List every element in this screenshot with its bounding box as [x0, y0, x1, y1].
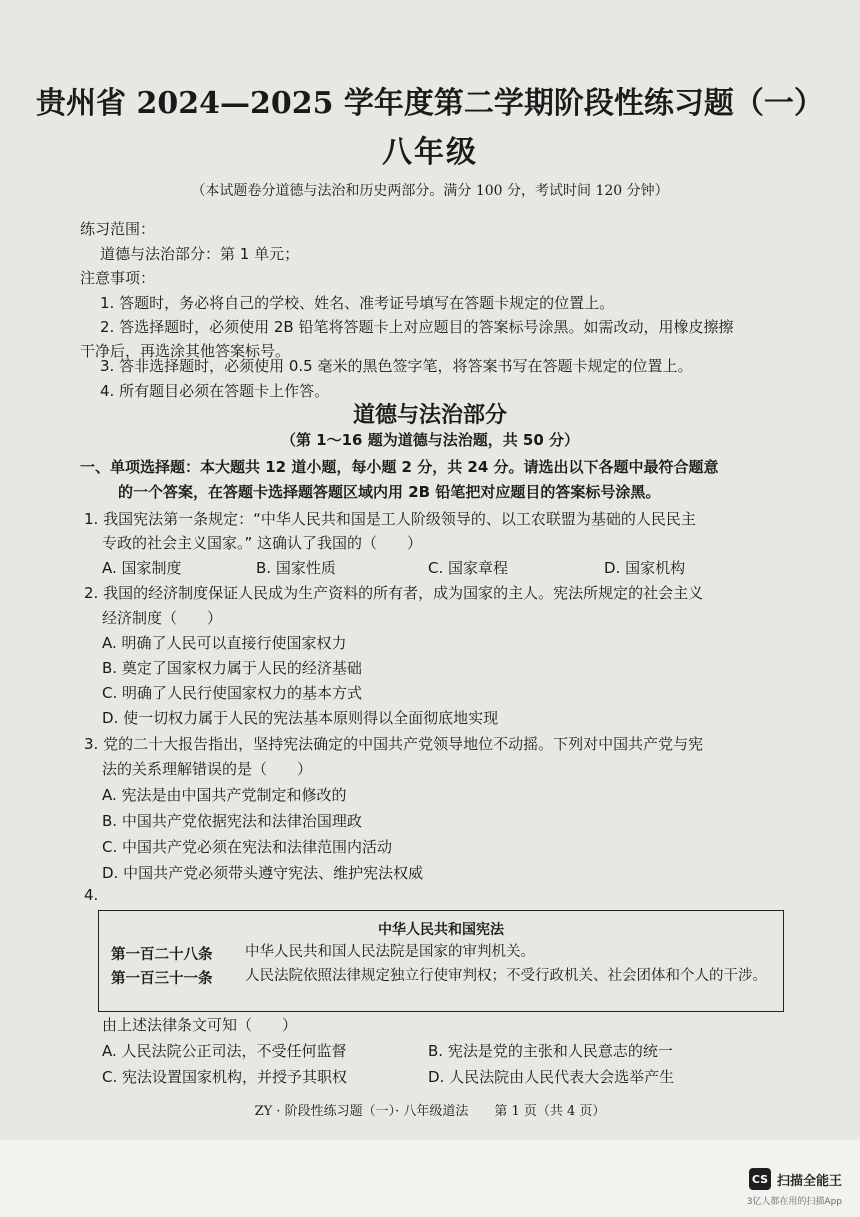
question-2-option-c: C. 明确了人民行使国家权力的基本方式 — [102, 684, 363, 702]
grade-title: 八年级 — [382, 135, 478, 170]
question-3-option-d: D. 中国共产党必须带头遵守宪法、维护宪法权威 — [102, 864, 424, 882]
scanner-watermark — [749, 1168, 842, 1190]
question-3-stem: 法的关系理解错误的是（ ） — [102, 760, 313, 778]
section-subtitle: （第 1～16 题为道德与法治题，共 50 分） — [280, 431, 580, 449]
scanner-logo-icon: CS — [749, 1168, 771, 1190]
notice-item: 1. 答题时，务必将自己的学校、姓名、准考证号填写在答题卡规定的位置上。 — [100, 294, 615, 312]
constitution-excerpt-box — [98, 910, 784, 1012]
section-instruction: 一、单项选择题：本大题共 12 道小题，每小题 2 分，共 24 分。请选出以下各题中最符合题意 — [80, 458, 719, 476]
exam-note: （本试题卷分道德与法治和历史两部分。满分 100 分，考试时间 120 分钟） — [191, 183, 669, 199]
page-title: 贵州省 2024—2025 学年度第二学期阶段性练习题（一） — [36, 86, 824, 121]
question-2-stem: 经济制度（ ） — [102, 609, 223, 627]
question-4-option-b: B. 宪法是党的主张和人民意志的统一 — [428, 1042, 673, 1060]
scope-item: 道德与法治部分：第 1 单元； — [100, 245, 300, 263]
article-131-label: 第一百三十一条 — [111, 971, 213, 987]
question-2-option-d: D. 使一切权力属于人民的宪法基本原则得以全面彻底地实现 — [102, 709, 499, 727]
excerpt-title: 中华人民共和国宪法 — [378, 922, 504, 938]
scope-label: 练习范围： — [80, 220, 156, 238]
question-3-option-a: A. 宪法是由中国共产党制定和修改的 — [102, 786, 347, 804]
question-1-option-a: A. 国家制度 — [102, 559, 182, 577]
question-3-option-b: B. 中国共产党依据宪法和法律治国理政 — [102, 812, 362, 830]
question-1-option-c: C. 国家章程 — [428, 559, 509, 577]
notice-item: 3. 答非选择题时，必须使用 0.5 毫米的黑色签字笔，将答案书写在答题卡规定的位置上。 — [100, 357, 693, 375]
notice-item: 干净后，再选涂其他答案标号。 — [80, 342, 291, 360]
question-3-stem: 3. 党的二十大报告指出，坚持宪法确定的中国共产党领导地位不动摇。下列对中国共产党与宪 — [84, 735, 704, 753]
question-1-option-b: B. 国家性质 — [256, 559, 336, 577]
section-instruction: 的一个答案，在答题卡选择题答题区域内用 2B 铅笔把对应题目的答案标号涂黑。 — [118, 483, 661, 501]
question-4-option-a: A. 人民法院公正司法，不受任何监督 — [102, 1042, 347, 1060]
section-title: 道德与法治部分 — [352, 403, 507, 428]
question-2-stem: 2. 我国的经济制度保证人民成为生产资料的所有者，成为国家的主人。宪法所规定的社会主义 — [84, 584, 704, 602]
question-4-number: 4. — [84, 886, 99, 904]
scanner-tagline: 3亿人都在用的扫描App — [746, 1197, 842, 1207]
question-2-option-a: A. 明确了人民可以直接行使国家权力 — [102, 634, 347, 652]
question-4-option-d: D. 人民法院由人民代表大会选举产生 — [428, 1068, 675, 1086]
question-1-stem: 专政的社会主义国家。” 这确认了我国的（ ） — [102, 534, 423, 552]
notice-item: 4. 所有题目必须在答题卡上作答。 — [100, 382, 330, 400]
notice-item: 2. 答选择题时，必须使用 2B 铅笔将答题卡上对应题目的答案标号涂黑。如需改动，用橡皮擦擦 — [100, 318, 734, 336]
question-1-option-d: D. 国家机构 — [604, 559, 686, 577]
article-128-text: 中华人民共和国人民法院是国家的审判机关。 — [245, 944, 535, 960]
question-4-stem: 由上述法律条文可知（ ） — [102, 1016, 298, 1034]
page-footer: ZY · 阶段性练习题（一）· 八年级道法 第 1 页（共 4 页） — [254, 1104, 606, 1119]
notice-label: 注意事项： — [80, 269, 156, 287]
scanner-app-name: 扫描全能王 — [776, 1173, 842, 1189]
question-1-stem: 1. 我国宪法第一条规定：“中华人民共和国是工人阶级领导的、以工农联盟为基础的人民民主 — [84, 510, 696, 528]
question-2-option-b: B. 奠定了国家权力属于人民的经济基础 — [102, 659, 362, 677]
question-3-option-c: C. 中国共产党必须在宪法和法律范围内活动 — [102, 838, 393, 856]
question-4-option-c: C. 宪法设置国家机构，并授予其职权 — [102, 1068, 348, 1086]
article-128-label: 第一百二十八条 — [111, 947, 213, 963]
article-131-text: 人民法院依照法律规定独立行使审判权；不受行政机关、社会团体和个人的干涉。 — [245, 968, 767, 984]
